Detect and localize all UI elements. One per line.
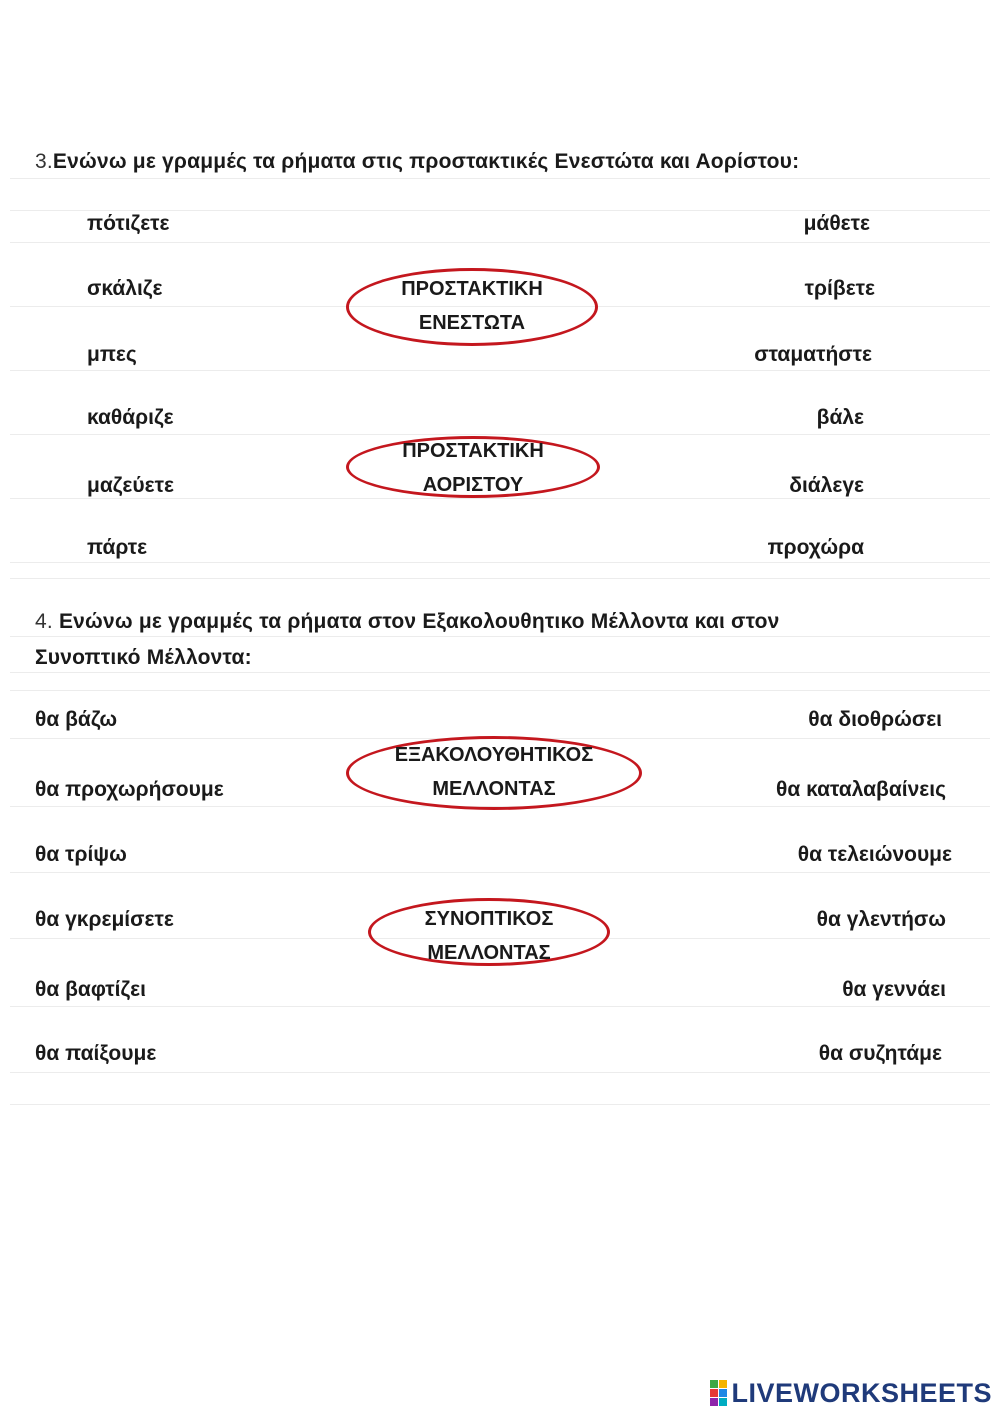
section3-left-word[interactable]: μπες [87,343,137,366]
liveworksheets-logo [710,1378,992,1408]
section4-left-word[interactable]: θα τρίψω [35,843,127,866]
section3-heading [35,150,799,174]
category-label-simple-future[interactable] [368,902,610,970]
section4-right-word[interactable]: θα γλεντήσω [816,908,946,931]
ruled-line [10,1072,990,1073]
section3-right-word[interactable]: τρίβετε [804,277,875,300]
section3-left-word[interactable]: σκάλιζε [87,277,163,300]
ruled-line [10,178,990,179]
section4-left-word[interactable]: θα βαφτίζει [35,978,146,1001]
section3-right-word[interactable]: διάλεγε [789,474,864,497]
section4-right-word[interactable]: θα τελειώνουμε [797,843,952,866]
section4-left-word[interactable]: θα βάζω [35,708,118,731]
section3-title: Ενώνω με γραμμές τα ρήματα στις προστακτικές Ενεστώτα και Αορίστου: [52,150,800,173]
section4-right-word[interactable]: θα καταλαβαίνεις [775,778,946,801]
category-label-continuous-future[interactable] [346,738,642,806]
ruled-line [10,562,990,563]
category-label-line: ΕΝΕΣΤΩΤΑ [418,312,526,334]
section4-heading [35,610,779,634]
section4-right-word[interactable]: θα διοθρώσει [808,708,942,731]
category-label-present-imperative[interactable] [346,272,598,340]
section3-left-word[interactable]: καθάριζε [87,406,174,429]
section3-number: 3. [35,150,53,173]
category-label-line: ΠΡΟΣΤΑΚΤΙΚΗ [401,278,543,300]
section3-right-word[interactable]: σταματήστε [754,343,872,366]
ruled-line [10,242,990,243]
ruled-line [10,210,990,211]
section4-left-word[interactable]: θα παίξουμε [35,1042,157,1065]
liveworksheets-logo-icon [710,1380,727,1406]
ruled-line [10,690,990,691]
category-label-line: ΜΕΛΛΟΝΤΑΣ [427,942,551,964]
section4-right-word[interactable]: θα γεννάει [842,978,946,1001]
category-label-line: ΕΞΑΚΟΛΟΥΘΗΤΙΚΟΣ [394,744,594,766]
section3-left-word[interactable]: πότιζετε [87,212,170,235]
liveworksheets-logo-text: LIVEWORKSHEETS [731,1377,992,1408]
section4-title-line1: Ενώνω με γραμμές τα ρήματα στον Εξακολουθητικο Μέλλοντα και στον [58,610,780,633]
ruled-line [10,872,990,873]
category-label-line: ΑΟΡΙΣΤΟΥ [422,474,524,496]
section3-left-word[interactable]: πάρτε [87,536,148,559]
section4-right-word[interactable]: θα συζητάμε [818,1042,942,1065]
section4-number: 4. [35,610,53,633]
section3-right-word[interactable]: μάθετε [803,212,870,235]
category-label-line: ΜΕΛΛΟΝΤΑΣ [432,778,556,800]
section3-right-word[interactable]: βάλε [816,406,864,429]
section4-heading-cont: Συνοπτικό Μέλλοντα: [35,646,252,669]
ruled-line [10,672,990,673]
section3-left-word[interactable]: μαζεύετε [87,474,174,497]
ruled-line [10,370,990,371]
section3-right-word[interactable]: προχώρα [767,536,864,559]
ruled-line [10,636,990,637]
category-label-line: ΠΡΟΣΤΑΚΤΙΚΗ [402,440,544,462]
category-label-line: ΣΥΝΟΠΤΙΚΟΣ [424,908,554,930]
ruled-line [10,1006,990,1007]
section4-left-word[interactable]: θα γκρεμίσετε [35,908,174,931]
section4-left-word[interactable]: θα προχωρήσουμε [35,778,224,801]
ruled-line [10,578,990,579]
category-label-aorist-imperative[interactable] [346,434,600,502]
ruled-line [10,1104,990,1105]
